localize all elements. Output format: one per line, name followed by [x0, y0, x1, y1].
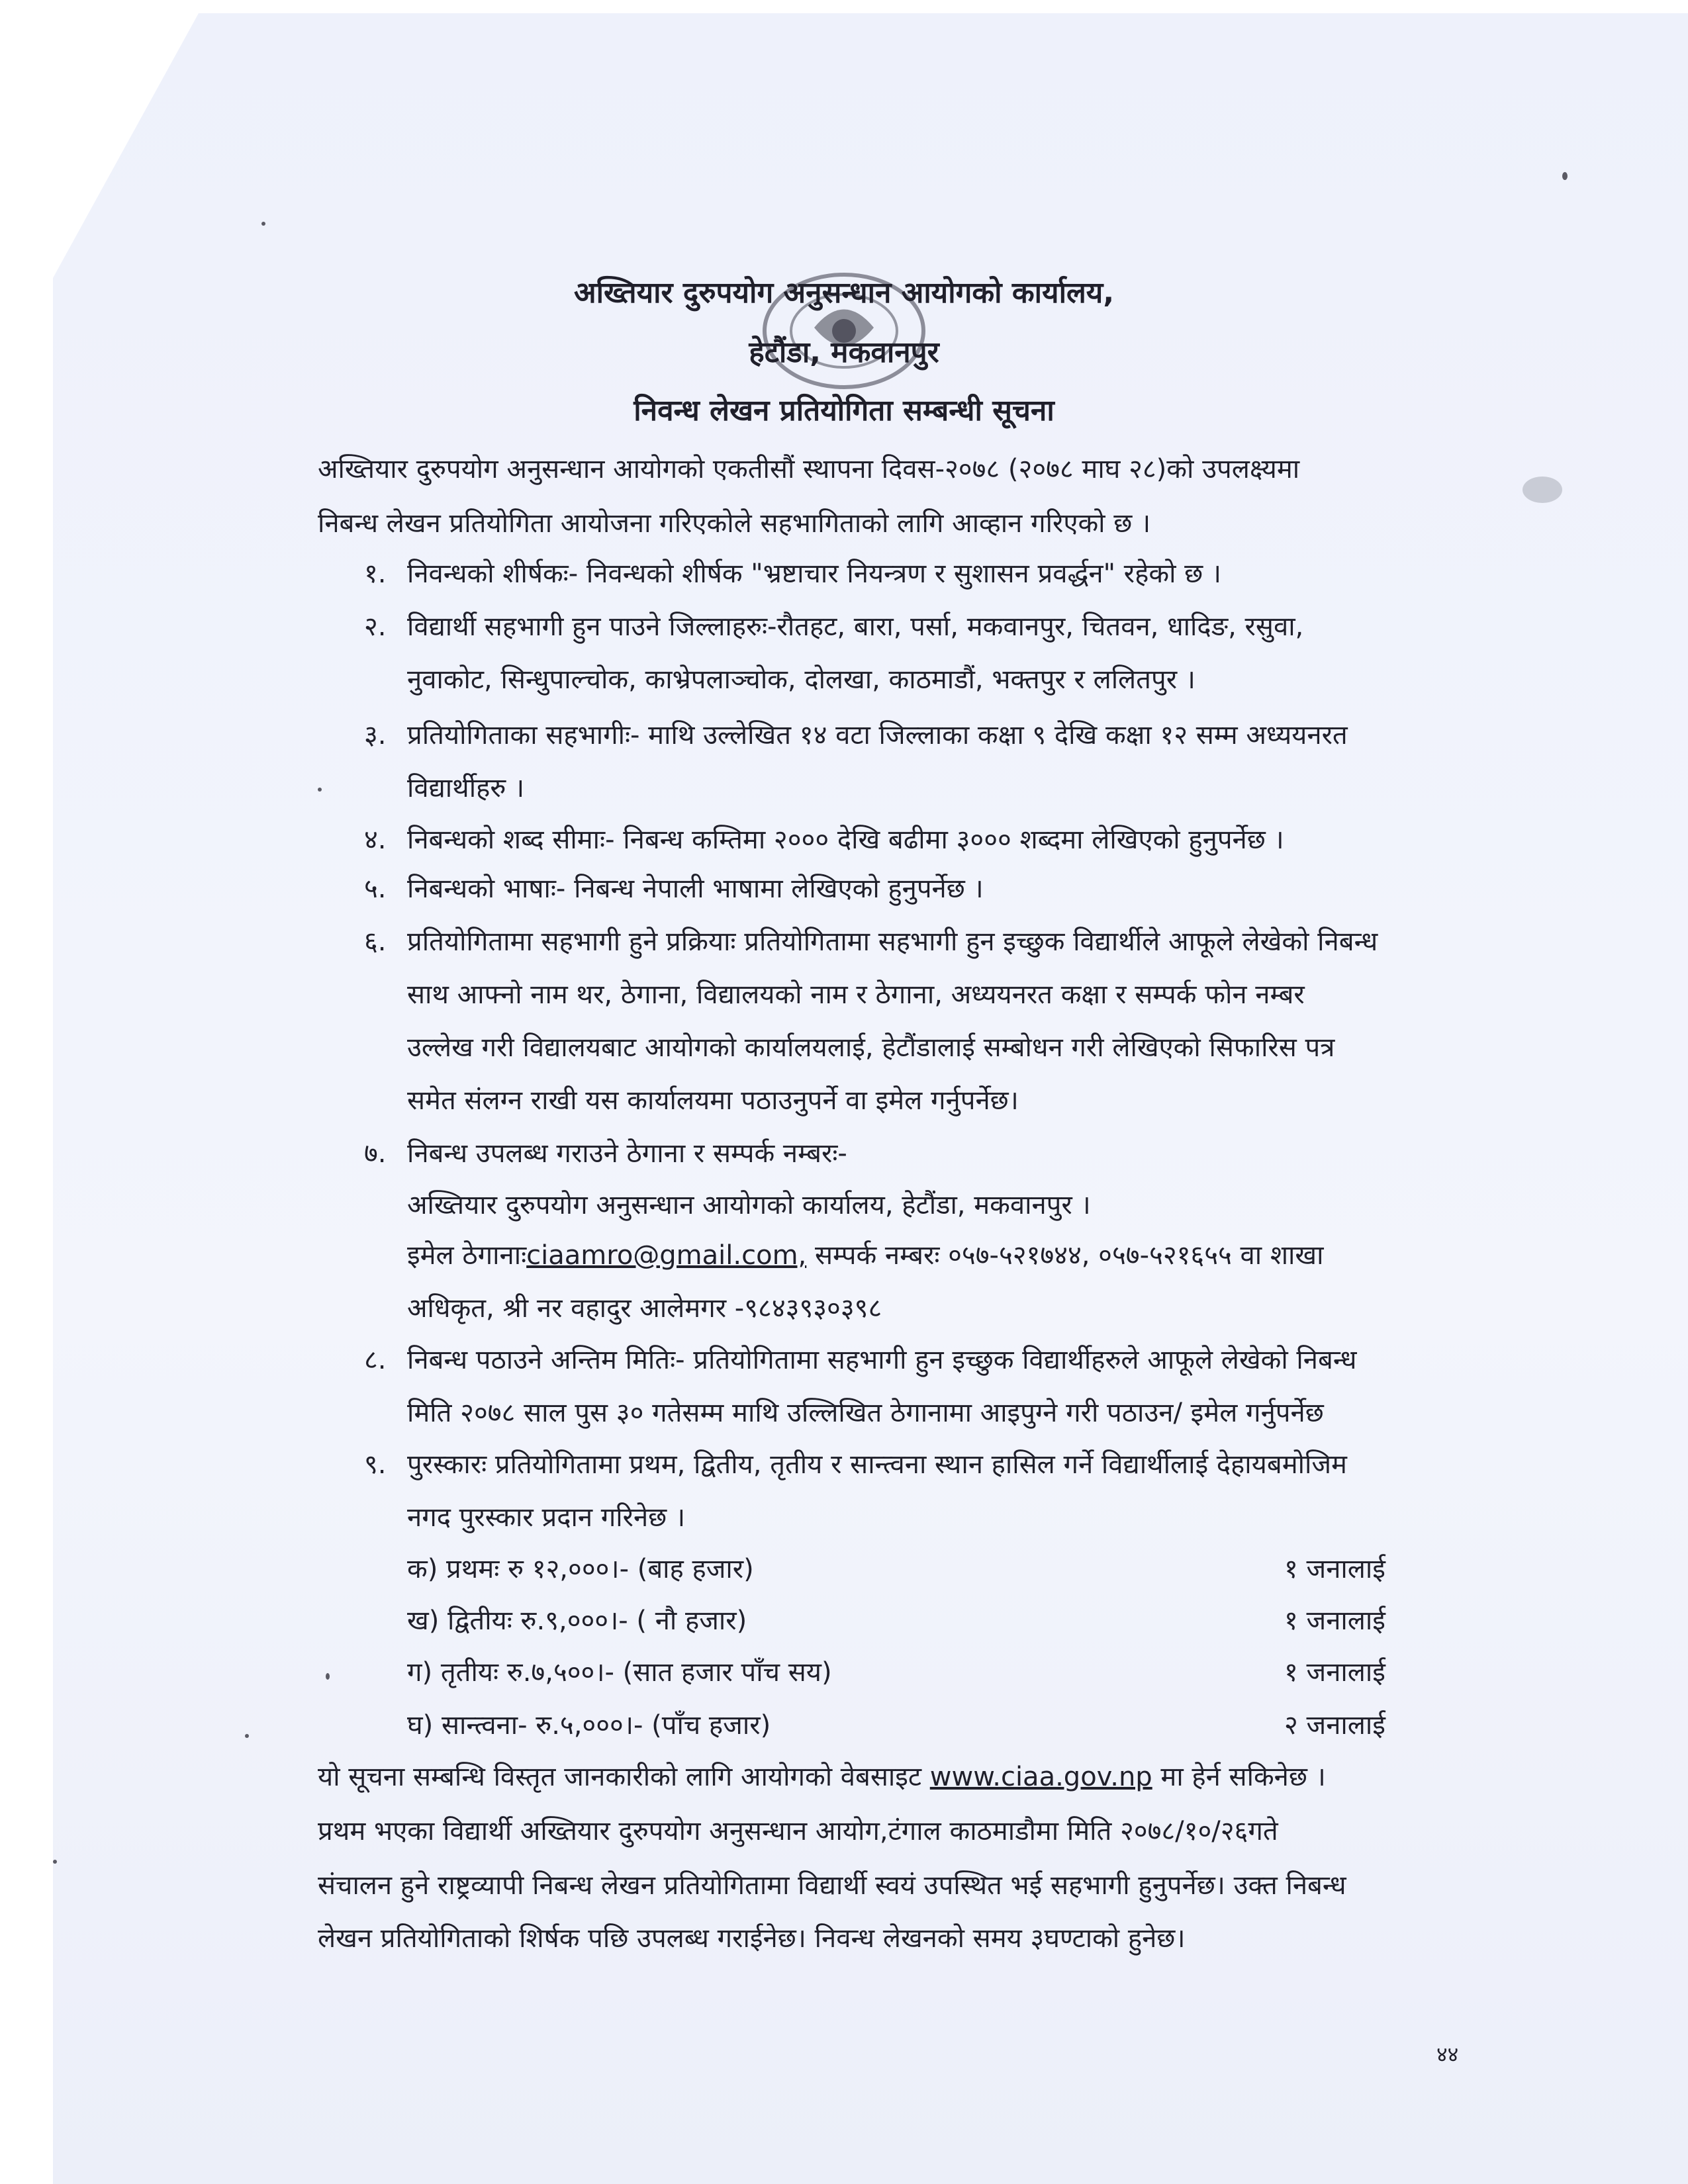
item-7-number: ७.	[364, 1138, 387, 1169]
prize-4-label: घ) सान्त्वना- रु.५,०००।- (पाँच हजार)	[407, 1710, 771, 1741]
scan-speck	[53, 1860, 57, 1864]
item-6-line-1: प्रतियोगितामा सहभागी हुने प्रक्रियाः प्रतियोगितामा सहभागी हुन इच्छुक विद्यार्थीले आफूले लेखेको निबन्ध	[407, 927, 1378, 957]
item-1-number: १.	[364, 559, 387, 589]
item-3-line-2: विद्यार्थीहरु ।	[407, 773, 525, 803]
prize-1-label: क) प्रथमः रु १२,०००।- (बाह हजार)	[407, 1554, 754, 1584]
item-8-line-2: मिति २०७८ साल पुस ३० गतेसम्म माथि उल्लिखित ठेगानामा आइपुग्ने गरी पठाउन/ इमेल गर्नुपर्नेछ	[407, 1398, 1324, 1428]
item-4-line-1: निबन्धको शब्द सीमाः- निबन्ध कम्तिमा २००० देखि बढीमा ३००० शब्दमा लेखिएको हुनुपर्नेछ ।	[407, 825, 1284, 855]
item-2-number: २.	[364, 612, 387, 642]
website-post: मा हेर्न सकिनेछ ।	[1160, 1762, 1326, 1792]
item-4-number: ४.	[364, 825, 387, 855]
website-pre: यो सूचना सम्बन्धि विस्तृत जानकारीको लागि आयोगको वेबसाइट	[318, 1762, 922, 1792]
notice-title: निवन्ध लेखन प्रतियोगिता सम्बन्धी सूचना	[633, 394, 1055, 428]
footer-line-2: संचालन हुने राष्ट्रव्यापी निबन्ध लेखन प्रतियोगितामा विद्यार्थी स्वयं उपस्थित भई सहभागी हुनुपर्नेछ। उक्त निबन्ध	[318, 1870, 1346, 1901]
item-3-line-1: प्रतियोगिताका सहभागीः- माथि उल्लेखित १४ वटा जिल्लाका कक्षा ९ देखि कक्षा १२ सम्म अध्ययनरत	[407, 720, 1348, 751]
item-6-line-4: समेत संलग्न राखी यस कार्यालयमा पठाउनुपर्ने वा इमेल गर्नुपर्नेछ।	[407, 1085, 1019, 1116]
contact-email-line	[407, 1228, 1324, 1283]
email-label: इमेल ठेगानाः	[407, 1240, 527, 1271]
item-5-number: ५.	[364, 874, 387, 904]
item-2-line-1: विद्यार्थी सहभागी हुन पाउने जिल्लाहरुः-रौतहट, बारा, पर्सा, मकवानपुर, चितवन, धादिङ, रसुवा,	[407, 612, 1304, 642]
prize-2-label: ख) द्वितीयः रु.९,०००।- ( नौ हजार)	[407, 1606, 747, 1636]
item-5-line-1: निबन्धको भाषाः- निबन्ध नेपाली भाषामा लेखिएको हुनुपर्नेछ ।	[407, 874, 984, 904]
item-6-line-2: साथ आफ्नो नाम थर, ठेगाना, विद्यालयको नाम र ठेगाना, अध्ययनरत कक्षा र सम्पर्क फोन नम्बर	[407, 979, 1305, 1010]
item-6-line-3: उल्लेख गरी विद्यालयबाट आयोगको कार्यालयलाई, हेटौंडालाई सम्बोधन गरी लेखिएको सिफारिस पत्र	[407, 1032, 1335, 1063]
prize-2-count: १ जनालाई	[1284, 1606, 1385, 1636]
item-8-line-1: निबन्ध पठाउने अन्तिम मितिः- प्रतियोगितामा सहभागी हुन इच्छुक विद्यार्थीहरुले आफूले लेखेको निबन्ध	[407, 1345, 1357, 1375]
item-9-line-1: पुरस्कारः प्रतियोगितामा प्रथम, द्वितीय, तृतीय र सान्त्वना स्थान हासिल गर्ने विद्यार्थीलाई देहायबमोजिम	[407, 1449, 1347, 1480]
item-7-line-2: अख्तियार दुरुपयोग अनुसन्धान आयोगको कार्यालय, हेटौंडा, मकवानपुर ।	[407, 1190, 1091, 1220]
phone-text: सम्पर्क नम्बरः ०५७-५२१७४४, ०५७-५२१६५५ वा शाखा	[814, 1240, 1324, 1271]
item-2-line-2: नुवाकोट, सिन्धुपाल्चोक, काभ्रेपलाञ्चोक, दोलखा, काठमाडौं, भक्तपुर र ललितपुर ।	[407, 664, 1196, 695]
intro-line-2: निबन्ध लेखन प्रतियोगिता आयोजना गरिएकोले सहभागिताको लागि आव्हान गरिएको छ ।	[318, 508, 1151, 539]
contact-officer: अधिकृत, श्री नर वहादुर आलेमगर -९८४३९३०३९८	[407, 1293, 882, 1324]
office-location: हेटौंडा, मकवानपुर	[749, 336, 939, 369]
footer-line-1: प्रथम भएका विद्यार्थी अख्तियार दुरुपयोग अनुसन्धान आयोग,टंगाल काठमाडौमा मिति २०७८/१०/२६गते	[318, 1816, 1278, 1846]
prize-4-count: २ जनालाई	[1284, 1710, 1385, 1741]
item-6-number: ६.	[364, 927, 387, 957]
item-9-line-2: नगद पुरस्कार प्रदान गरिनेछ ।	[407, 1502, 686, 1533]
item-3-number: ३.	[364, 720, 387, 751]
item-7-line-1: निबन्ध उपलब्ध गराउने ठेगाना र सम्पर्क नम्बरः-	[407, 1138, 847, 1169]
scan-speck	[318, 788, 322, 792]
intro-line-1: अख्तियार दुरुपयोग अनुसन्धान आयोगको एकतीसौं स्थापना दिवस-२०७८ (२०७८ माघ २८)को उपलक्ष्यमा	[318, 454, 1300, 484]
scan-speck	[261, 222, 265, 226]
prize-3-count: १ जनालाई	[1284, 1657, 1385, 1688]
footer-line-3: लेखन प्रतियोगिताको शिर्षक पछि उपलब्ध गराईनेछ। निवन्ध लेखनको समय ३घण्टाको हुनेछ।	[318, 1923, 1186, 1954]
scan-speck	[326, 1673, 330, 1680]
prize-1-count: १ जनालाई	[1284, 1554, 1385, 1584]
scan-speck	[1523, 477, 1562, 503]
item-9-number: ९.	[364, 1449, 387, 1480]
item-8-number: ८.	[364, 1345, 387, 1375]
prize-3-label: ग) तृतीयः रु.७,५००।- (सात हजार पाँच सय)	[407, 1657, 832, 1688]
website-link[interactable]: www.ciaa.gov.np	[929, 1762, 1152, 1792]
office-title: अख्तियार दुरुपयोग अनुसन्धान आयोगको कार्यालय,	[573, 276, 1115, 310]
page-number: ४४	[1436, 2042, 1459, 2067]
item-1-line-1: निवन्धको शीर्षकः- निवन्धको शीर्षक "भ्रष्टाचार नियन्त्रण र सुशासन प्रवर्द्धन" रहेको छ ।	[407, 559, 1222, 589]
email-link[interactable]: ciaamro@gmail.com,	[526, 1240, 807, 1271]
scan-speck	[1562, 172, 1568, 180]
scan-speck	[245, 1734, 249, 1738]
website-line	[318, 1750, 1326, 1804]
